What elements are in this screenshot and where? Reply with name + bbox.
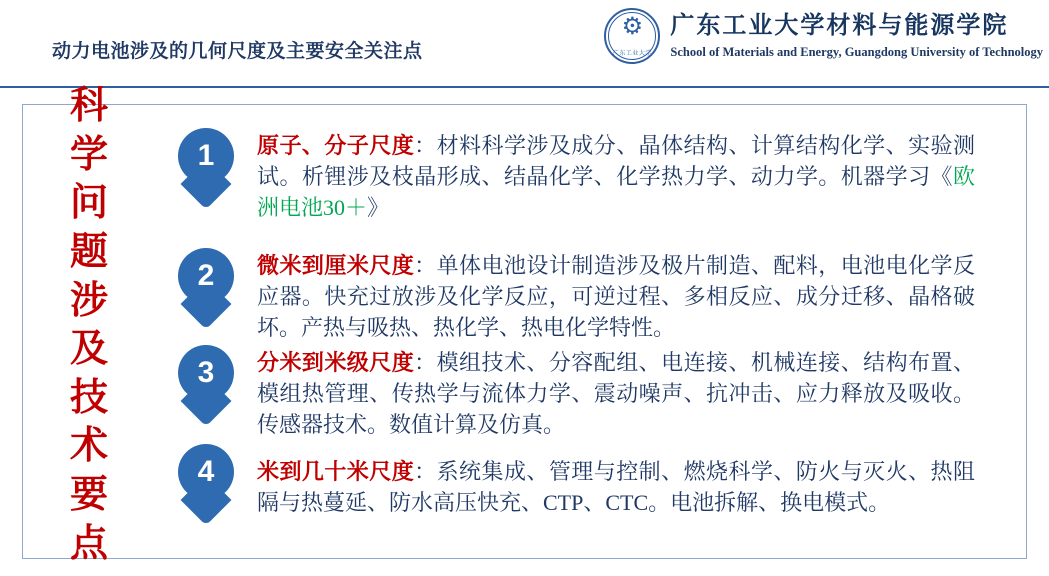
list-item xyxy=(175,444,975,520)
side-label-char: 要 xyxy=(69,474,110,516)
side-label-char: 术 xyxy=(69,425,110,468)
pin-number: 3 xyxy=(197,356,215,389)
item-text-a: ：单体电池设计制造涉及极片制造、配料，电池电化学反应器。快充过放涉及化学反应，可逆过程、多相反应、成分迁移、晶格破坏。产热与吸热、热化学、热电化学特性。 xyxy=(257,253,975,341)
university-name-block xyxy=(670,13,1043,59)
item-text-a: ：系统集成、管理与控制、燃烧科学、防火与灭火、热阻隔与热蔓延、防水高压快充、CTP、CTC。电池拆解、换电模式。 xyxy=(257,459,975,516)
item-heading: 分米到米级尺度 xyxy=(257,350,415,375)
side-label-char: 及 xyxy=(69,328,110,371)
item-body xyxy=(257,128,975,224)
item-body xyxy=(257,444,975,518)
header-divider xyxy=(0,86,1049,88)
item-highlight: 欧洲电池30＋ xyxy=(257,164,975,221)
list-item xyxy=(175,128,975,224)
side-label-char: 题 xyxy=(69,230,110,273)
side-label-char: 问 xyxy=(69,182,110,225)
side-label-char: 涉 xyxy=(69,279,110,322)
item-heading: 米到几十米尺度 xyxy=(257,459,415,484)
seal-glyph: ⚙ xyxy=(621,12,644,40)
item-body xyxy=(257,248,975,344)
pin-number: 2 xyxy=(197,259,215,292)
item-heading: 微米到厘米尺度 xyxy=(257,253,415,278)
side-label xyxy=(42,82,138,568)
university-seal-icon xyxy=(604,8,660,64)
list-item xyxy=(175,345,975,441)
side-label-char: 点 xyxy=(69,522,110,565)
side-label-char: 技 xyxy=(69,376,110,419)
map-pin-icon xyxy=(175,345,237,421)
item-heading: 原子、分子尺度 xyxy=(257,133,415,158)
university-name-en: School of Materials and Energy, Guangdong University of Technology xyxy=(670,44,1043,59)
map-pin-icon xyxy=(175,444,237,520)
list-item xyxy=(175,248,975,344)
item-body xyxy=(257,345,975,441)
item-text-a: ：材料科学涉及成分、晶体结构、计算结构化学、实验测试。析锂涉及枝晶形成、结晶化学、化学热力学、动力学。机器学习《 xyxy=(257,133,975,190)
university-branding xyxy=(604,8,1043,64)
page-title: 动力电池涉及的几何尺度及主要安全关注点 xyxy=(52,41,423,62)
map-pin-icon xyxy=(175,128,237,204)
map-pin-icon xyxy=(175,248,237,324)
university-name-cn: 广东工业大学材料与能源学院 xyxy=(670,13,1009,40)
pin-number: 4 xyxy=(197,455,215,488)
pin-number: 1 xyxy=(197,139,215,172)
side-label-char: 学 xyxy=(69,133,110,176)
item-text-b: 》 xyxy=(367,195,390,221)
side-label-char: 科 xyxy=(69,85,110,127)
item-text-a: ：模组技术、分容配组、电连接、机械连接、结构布置、模组热管理、传热学与流体力学、震动噪声、抗冲击、应力释放及吸收。传感器技术。数值计算及仿真。 xyxy=(257,350,975,438)
seal-subglyph: 广东工业大学 xyxy=(612,50,652,57)
slide-header xyxy=(0,0,1049,88)
